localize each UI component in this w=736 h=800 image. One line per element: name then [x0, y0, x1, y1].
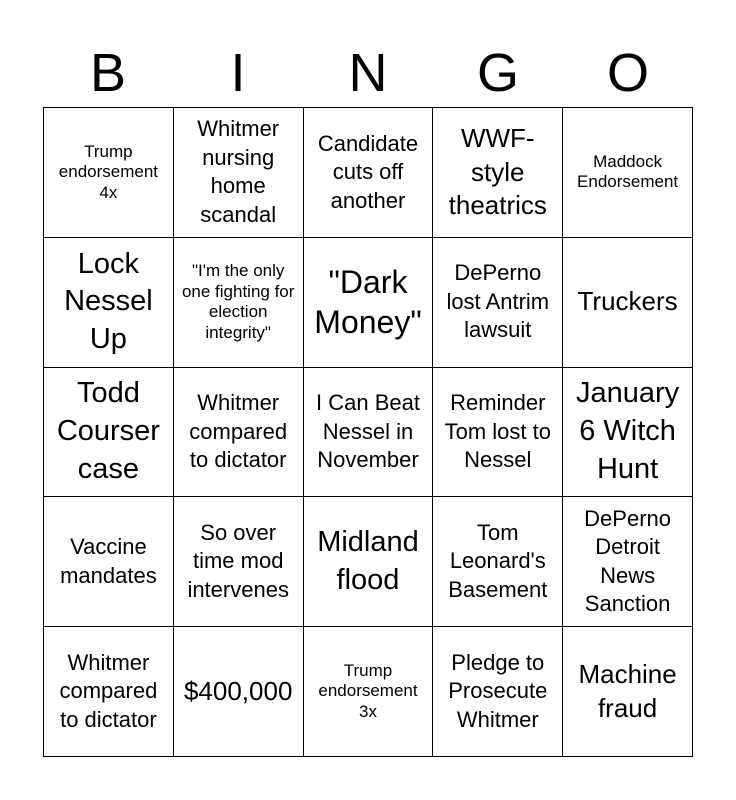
- header-letter-i: I: [230, 43, 246, 103]
- bingo-cell-r2c3[interactable]: "Dark Money": [304, 238, 434, 368]
- bingo-header: [43, 40, 693, 106]
- bingo-cell-r5c2[interactable]: $400,000: [174, 627, 304, 757]
- header-letter-b: B: [89, 43, 127, 103]
- bingo-cell-r3c2[interactable]: Whitmer compared to dictator: [174, 368, 304, 498]
- bingo-cell-r5c5[interactable]: Machine fraud: [563, 627, 693, 757]
- bingo-cell-r5c3[interactable]: Trump endorsement 3x: [304, 627, 434, 757]
- bingo-cell-r4c1[interactable]: Vaccine mandates: [44, 497, 174, 627]
- header-letter-g: G: [476, 43, 519, 103]
- bingo-cell-r4c2[interactable]: So over time mod intervenes: [174, 497, 304, 627]
- bingo-cell-r1c2[interactable]: Whitmer nursing home scandal: [174, 108, 304, 238]
- bingo-cell-r2c5[interactable]: Truckers: [563, 238, 693, 368]
- bingo-cell-r5c1[interactable]: Whitmer compared to dictator: [44, 627, 174, 757]
- bingo-cell-r4c4[interactable]: Tom Leonard's Basement: [433, 497, 563, 627]
- bingo-cell-r2c2[interactable]: "I'm the only one fighting for election integrity": [174, 238, 304, 368]
- bingo-cell-r2c1[interactable]: Lock Nessel Up: [44, 238, 174, 368]
- bingo-cell-r1c1[interactable]: Trump endorsement 4x: [44, 108, 174, 238]
- bingo-cell-r1c3[interactable]: Candidate cuts off another: [304, 108, 434, 238]
- bingo-cell-r1c5[interactable]: Maddock Endorsement: [563, 108, 693, 238]
- bingo-cell-r3c3[interactable]: I Can Beat Nessel in November: [304, 368, 434, 498]
- bingo-cell-r3c5[interactable]: January 6 Witch Hunt: [563, 368, 693, 498]
- bingo-cell-r4c5[interactable]: DePerno Detroit News Sanction: [563, 497, 693, 627]
- header-letter-o: O: [606, 43, 649, 103]
- bingo-cell-r2c4[interactable]: DePerno lost Antrim lawsuit: [433, 238, 563, 368]
- bingo-cell-r3c4[interactable]: Reminder Tom lost to Nessel: [433, 368, 563, 498]
- bingo-grid: [43, 107, 693, 757]
- bingo-cell-r3c1[interactable]: Todd Courser case: [44, 368, 174, 498]
- bingo-cell-r1c4[interactable]: WWF-style theatrics: [433, 108, 563, 238]
- bingo-cell-r4c3[interactable]: Midland flood: [304, 497, 434, 627]
- header-letter-n: N: [348, 43, 388, 103]
- bingo-cell-r5c4[interactable]: Pledge to Prosecute Whitmer: [433, 627, 563, 757]
